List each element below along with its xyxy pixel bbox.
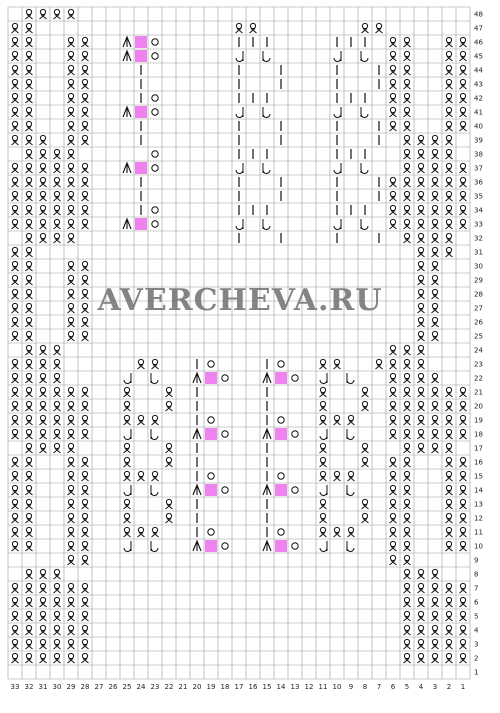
no-stitch-cell — [135, 218, 147, 230]
row-number: 35 — [474, 192, 483, 201]
column-number: 4 — [418, 683, 424, 691]
column-number: 8 — [362, 683, 368, 691]
no-stitch-cell — [275, 372, 287, 384]
row-number: 37 — [474, 164, 483, 173]
row-number: 17 — [474, 444, 483, 453]
no-stitch-cell — [135, 50, 147, 62]
column-number: 23 — [150, 683, 160, 691]
row-number: 32 — [474, 234, 483, 243]
row-number: 47 — [474, 24, 483, 33]
no-stitch-cell — [205, 428, 217, 440]
column-number: 3 — [432, 683, 438, 691]
column-number: 22 — [164, 683, 174, 691]
no-stitch-cell — [135, 106, 147, 118]
row-number: 46 — [474, 38, 483, 47]
row-number: 31 — [474, 248, 483, 257]
row-number: 20 — [474, 402, 483, 411]
column-number: 14 — [276, 683, 286, 691]
column-number: 21 — [178, 683, 188, 691]
row-number: 21 — [474, 388, 483, 397]
column-number: 10 — [332, 683, 342, 691]
row-number: 9 — [474, 556, 479, 565]
no-stitch-cell — [205, 540, 217, 552]
row-number: 40 — [474, 122, 483, 131]
row-number: 1 — [474, 668, 479, 677]
no-stitch-cell — [205, 372, 217, 384]
row-number: 27 — [474, 304, 483, 313]
row-number: 2 — [474, 654, 479, 663]
row-number: 3 — [474, 640, 479, 649]
row-number: 8 — [474, 570, 479, 579]
column-number: 5 — [404, 683, 410, 691]
row-number: 25 — [474, 332, 483, 341]
column-number: 2 — [446, 683, 452, 691]
row-number: 36 — [474, 178, 483, 187]
row-number: 5 — [474, 612, 479, 621]
no-stitch-cell — [205, 484, 217, 496]
no-stitch-cell — [135, 36, 147, 48]
column-number: 20 — [192, 683, 202, 691]
row-number: 39 — [474, 136, 483, 145]
row-number: 45 — [474, 52, 483, 61]
row-number: 28 — [474, 290, 483, 299]
row-number: 15 — [474, 472, 483, 481]
row-number: 18 — [474, 430, 483, 439]
row-number: 29 — [474, 276, 483, 285]
row-number: 34 — [474, 206, 483, 215]
column-number: 17 — [234, 683, 244, 691]
column-number: 15 — [262, 683, 272, 691]
row-number: 26 — [474, 318, 483, 327]
row-number: 22 — [474, 374, 483, 383]
row-number: 44 — [474, 66, 483, 75]
no-stitch-cell — [275, 484, 287, 496]
row-number: 48 — [474, 10, 483, 19]
row-number: 43 — [474, 80, 483, 89]
column-number: 28 — [80, 683, 90, 691]
column-number: 11 — [318, 683, 328, 691]
row-number: 33 — [474, 220, 483, 229]
row-number: 30 — [474, 262, 483, 271]
column-number: 18 — [220, 683, 230, 691]
row-number: 24 — [474, 346, 483, 355]
column-number: 13 — [290, 683, 300, 691]
column-number: 9 — [348, 683, 354, 691]
row-number: 7 — [474, 584, 479, 593]
column-number: 30 — [52, 683, 62, 691]
column-number: 12 — [304, 683, 314, 691]
no-stitch-cell — [135, 162, 147, 174]
row-number: 41 — [474, 108, 483, 117]
column-number: 7 — [376, 683, 382, 691]
column-number: 19 — [206, 683, 216, 691]
row-number: 16 — [474, 458, 483, 467]
no-stitch-cell — [275, 428, 287, 440]
row-number: 38 — [474, 150, 483, 159]
column-number: 25 — [122, 683, 132, 691]
column-number: 24 — [136, 683, 146, 691]
column-number: 6 — [390, 683, 396, 691]
watermark: AVERCHEVA.RU — [97, 283, 383, 318]
column-number: 27 — [94, 683, 104, 691]
no-stitch-cell — [275, 540, 287, 552]
row-number: 23 — [474, 360, 483, 369]
row-number: 12 — [474, 514, 483, 523]
row-number: 11 — [474, 528, 483, 537]
row-number: 13 — [474, 500, 483, 509]
row-number: 14 — [474, 486, 483, 495]
row-number: 42 — [474, 94, 483, 103]
row-number: 19 — [474, 416, 483, 425]
column-number: 26 — [108, 683, 118, 691]
column-number: 31 — [38, 683, 48, 691]
row-number: 6 — [474, 598, 479, 607]
column-number: 32 — [24, 683, 34, 691]
row-number: 4 — [474, 626, 479, 635]
column-number: 1 — [460, 683, 466, 691]
column-number: 33 — [10, 683, 20, 691]
row-number: 10 — [474, 542, 483, 551]
column-number: 29 — [66, 683, 76, 691]
column-number: 16 — [248, 683, 258, 691]
